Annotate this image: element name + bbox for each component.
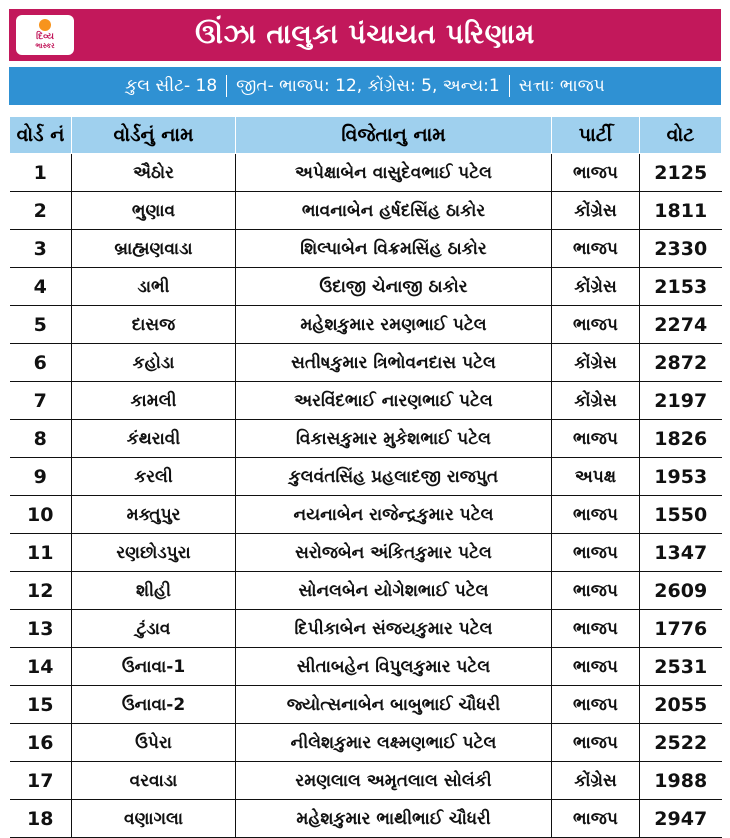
ward-number: 10 — [10, 496, 72, 534]
party: ભાજપ — [552, 154, 640, 192]
ward-number: 4 — [10, 268, 72, 306]
winner-name: નીલેશકુમાર લક્ષ્મણભાઈ પટેલ — [236, 724, 552, 762]
ward-name: વરવાડા — [72, 762, 236, 800]
ward-name: ઉનાવા-2 — [72, 686, 236, 724]
party: અપક્ષ — [552, 458, 640, 496]
summary-total-seats: કુલ સીટ- 18 — [125, 76, 218, 96]
party: કોંગ્રેસ — [552, 268, 640, 306]
party: ભાજપ — [552, 496, 640, 534]
winner-name: શિલ્પાબેન વિક્રમસિંહ ઠાકોર — [236, 230, 552, 268]
ward-number: 9 — [10, 458, 72, 496]
winner-name: અરવિંદભાઈ નારણભાઈ પટેલ — [236, 382, 552, 420]
table-row — [10, 420, 722, 458]
party: ભાજપ — [552, 306, 640, 344]
title-bar — [9, 9, 721, 61]
table-row — [10, 344, 722, 382]
summary-wins: જીત- ભાજપ: 12, કોંગ્રેસ: 5, અન્ય:1 — [236, 76, 500, 96]
party: ભાજપ — [552, 724, 640, 762]
table-row — [10, 610, 722, 648]
ward-number: 17 — [10, 762, 72, 800]
winner-name: સતીષકુમાર ત્રિભોવનદાસ પટેલ — [236, 344, 552, 382]
party: ભાજપ — [552, 800, 640, 838]
votes: 2609 — [640, 572, 722, 610]
ward-name: ઐઠોર — [72, 154, 236, 192]
winner-name: મહેશકુમાર રમણભાઈ પટેલ — [236, 306, 552, 344]
summary-bar — [9, 67, 721, 105]
ward-name: રણછોડપુરા — [72, 534, 236, 572]
table-row — [10, 648, 722, 686]
table-row — [10, 572, 722, 610]
table-row — [10, 230, 722, 268]
ward-number: 7 — [10, 382, 72, 420]
table-row — [10, 800, 722, 838]
results-table — [9, 116, 722, 838]
ward-name: બ્રાહ્મણવાડા — [72, 230, 236, 268]
table-row — [10, 762, 722, 800]
ward-number: 12 — [10, 572, 72, 610]
ward-name: કંથરાવી — [72, 420, 236, 458]
ward-name: વણાગલા — [72, 800, 236, 838]
votes: 1347 — [640, 534, 722, 572]
votes: 2947 — [640, 800, 722, 838]
votes: 1550 — [640, 496, 722, 534]
table-row — [10, 534, 722, 572]
page-title: ઊંઝા તાલુકા પંચાયત પરિણામ — [195, 19, 535, 50]
ward-name: ઉપેરા — [72, 724, 236, 762]
winner-name: સોનલબેન યોગેશભાઈ પટેલ — [236, 572, 552, 610]
ward-name: કહોડા — [72, 344, 236, 382]
table-row — [10, 382, 722, 420]
ward-number: 13 — [10, 610, 72, 648]
ward-number: 18 — [10, 800, 72, 838]
winner-name: સરોજબેન અંકિતકુમાર પટેલ — [236, 534, 552, 572]
winner-name: કુલવંતસિંહ પ્રહલાદજી રાજપુત — [236, 458, 552, 496]
ward-number: 5 — [10, 306, 72, 344]
logo-text-top: દિવ્ય — [36, 32, 54, 42]
ward-number: 11 — [10, 534, 72, 572]
ward-name: દાસજ — [72, 306, 236, 344]
ward-number: 14 — [10, 648, 72, 686]
votes: 2531 — [640, 648, 722, 686]
ward-number: 3 — [10, 230, 72, 268]
votes: 1811 — [640, 192, 722, 230]
winner-name: દિપીકાબેન સંજયકુમાર પટેલ — [236, 610, 552, 648]
header-winner-name: વિજેતાનુ નામ — [236, 117, 552, 154]
winner-name: મહેશકુમાર ભાથીભાઈ ચૌધરી — [236, 800, 552, 838]
ward-name: ઉનાવા-1 — [72, 648, 236, 686]
logo-text-bottom: ભાસ્કર — [35, 42, 55, 50]
party: કોંગ્રેસ — [552, 192, 640, 230]
votes: 1826 — [640, 420, 722, 458]
party: ભાજપ — [552, 420, 640, 458]
table-row — [10, 306, 722, 344]
votes: 2055 — [640, 686, 722, 724]
table-row — [10, 154, 722, 192]
header-party: પાર્ટી — [552, 117, 640, 154]
winner-name: રમણલાલ અમૃતલાલ સોલંકી — [236, 762, 552, 800]
ward-number: 8 — [10, 420, 72, 458]
votes: 2197 — [640, 382, 722, 420]
header-ward-name: વોર્ડનું નામ — [72, 117, 236, 154]
ward-name: શીહી — [72, 572, 236, 610]
votes: 2330 — [640, 230, 722, 268]
table-row — [10, 458, 722, 496]
votes: 2153 — [640, 268, 722, 306]
table-row — [10, 192, 722, 230]
winner-name: ઉદાજી ચેનાજી ઠાકોર — [236, 268, 552, 306]
ward-name: મક્તુપુર — [72, 496, 236, 534]
votes: 2274 — [640, 306, 722, 344]
winner-name: અપેક્ષાબેન વાસુદેવભાઈ પટેલ — [236, 154, 552, 192]
votes: 1988 — [640, 762, 722, 800]
divya-bhaskar-logo — [16, 15, 74, 55]
winner-name: ભાવનાબેન હર્ષદસિંહ ઠાકોર — [236, 192, 552, 230]
table-row — [10, 686, 722, 724]
table-row — [10, 496, 722, 534]
ward-number: 2 — [10, 192, 72, 230]
ward-name: કરલી — [72, 458, 236, 496]
table-row — [10, 724, 722, 762]
party: ભાજપ — [552, 534, 640, 572]
sun-icon — [39, 19, 51, 31]
winner-name: વિકાસકુમાર મુકેશભાઈ પટેલ — [236, 420, 552, 458]
party: કોંગ્રેસ — [552, 382, 640, 420]
ward-name: ટુંડાવ — [72, 610, 236, 648]
divider — [226, 75, 227, 97]
divider — [509, 75, 510, 97]
ward-number: 6 — [10, 344, 72, 382]
party: ભાજપ — [552, 230, 640, 268]
ward-name: ડાભી — [72, 268, 236, 306]
ward-name: ભુણાવ — [72, 192, 236, 230]
votes: 2125 — [640, 154, 722, 192]
votes: 2872 — [640, 344, 722, 382]
votes: 2522 — [640, 724, 722, 762]
table-row — [10, 268, 722, 306]
party: કોંગ્રેસ — [552, 344, 640, 382]
ward-number: 16 — [10, 724, 72, 762]
votes: 1953 — [640, 458, 722, 496]
votes: 1776 — [640, 610, 722, 648]
header-ward-no: વોર્ડ નં — [10, 117, 72, 154]
party: ભાજપ — [552, 572, 640, 610]
ward-name: કામલી — [72, 382, 236, 420]
party: કોંગ્રેસ — [552, 762, 640, 800]
winner-name: નયનાબેન રાજેન્દ્રકુમાર પટેલ — [236, 496, 552, 534]
ward-number: 15 — [10, 686, 72, 724]
party: ભાજપ — [552, 648, 640, 686]
party: ભાજપ — [552, 610, 640, 648]
winner-name: જ્યોત્સનાબેન બાબુભાઈ ચૌધરી — [236, 686, 552, 724]
party: ભાજપ — [552, 686, 640, 724]
table-header-row — [10, 117, 722, 154]
summary-ruling-party: સત્તાઃ ભાજપ — [518, 76, 605, 96]
header-votes: વોટ — [640, 117, 722, 154]
ward-number: 1 — [10, 154, 72, 192]
winner-name: સીતાબહેન વિપુલકુમાર પટેલ — [236, 648, 552, 686]
